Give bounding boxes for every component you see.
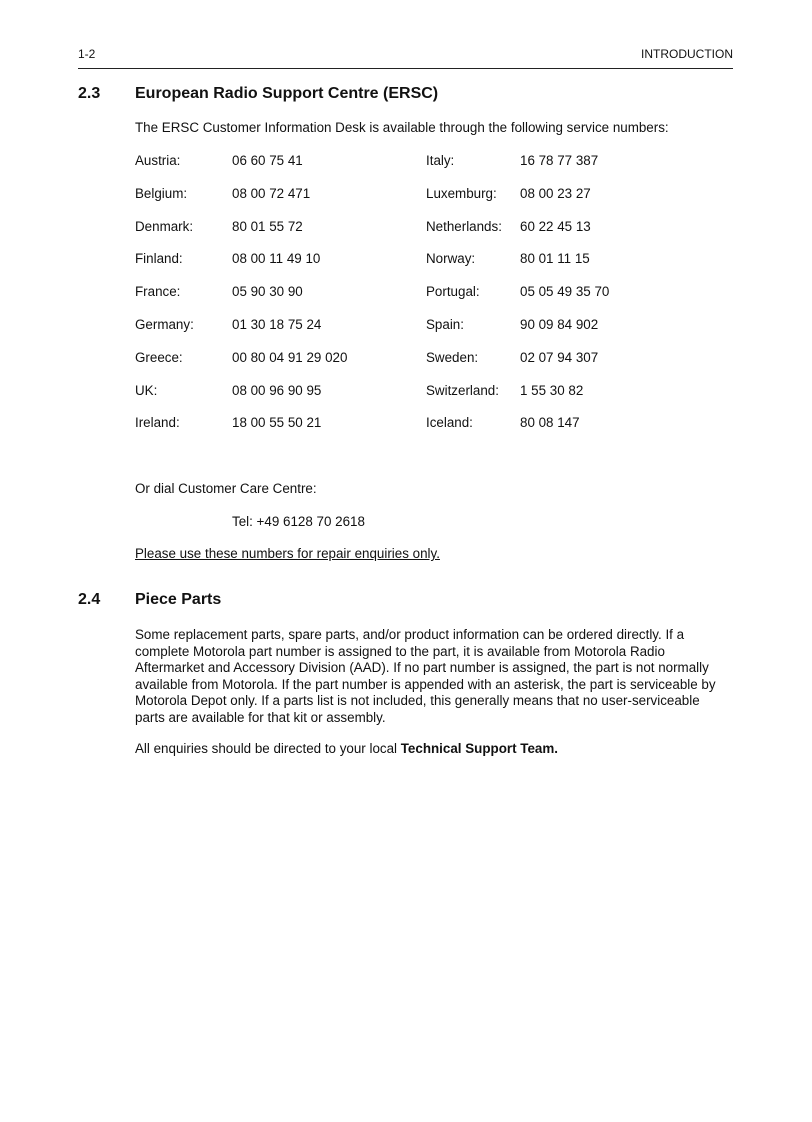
support-team-text: Technical Support Team. xyxy=(400,741,558,756)
piece-parts-paragraph xyxy=(135,627,731,726)
country-name: France: xyxy=(135,284,181,299)
paragraph-line: Motorola Depot only. If a parts list is not included, this generally means that no user-serviceable xyxy=(135,693,700,708)
paragraph-line: Some replacement parts, spare parts, and/or product information can be ordered directly. If a xyxy=(135,627,685,642)
chapter-title: INTRODUCTION xyxy=(641,47,733,61)
customer-care-label: Or dial Customer Care Centre: xyxy=(135,481,317,496)
phone-number: 08 00 23 27 xyxy=(520,186,591,201)
country-name: Spain: xyxy=(426,317,464,332)
phone-number: 05 90 30 90 xyxy=(232,284,303,299)
repair-note: Please use these numbers for repair enquiries only. xyxy=(135,546,440,561)
country-name: Denmark: xyxy=(135,219,194,234)
paragraph-line: available from Motorola. If the part number is appended with an asterisk, the part is serviceable by xyxy=(135,676,716,692)
phone-number: 08 00 96 90 95 xyxy=(232,383,322,398)
country-name: Ireland: xyxy=(135,415,180,430)
phone-number: 08 00 72 471 xyxy=(232,186,311,201)
country-name: UK: xyxy=(135,383,158,398)
phone-number: 08 00 11 49 10 xyxy=(232,251,321,266)
phone-number: 80 01 11 15 xyxy=(520,251,590,266)
customer-care-tel: Tel: +49 6128 70 2618 xyxy=(232,514,365,529)
country-name: Netherlands: xyxy=(426,219,502,234)
country-name: Austria: xyxy=(135,153,181,168)
section-number: 2.3 xyxy=(78,85,101,102)
country-name: Iceland: xyxy=(426,415,473,430)
country-name: Norway: xyxy=(426,251,476,266)
enquiries-line xyxy=(135,741,558,758)
phone-number: 02 07 94 307 xyxy=(520,350,599,365)
phone-number: 18 00 55 50 21 xyxy=(232,415,322,430)
enquiries-text: All enquiries should be directed to your local xyxy=(135,741,401,756)
phone-number: 80 08 147 xyxy=(520,415,580,430)
country-name: Italy: xyxy=(426,153,455,168)
country-name: Greece: xyxy=(135,350,183,365)
country-name: Sweden: xyxy=(426,350,479,365)
country-name: Germany: xyxy=(135,317,194,332)
phone-number: 80 01 55 72 xyxy=(232,219,303,234)
paragraph-line: parts are available for that kit or assembly. xyxy=(135,709,386,725)
phone-number: 01 30 18 75 24 xyxy=(232,317,322,332)
country-name: Luxemburg: xyxy=(426,186,497,201)
country-name: Finland: xyxy=(135,251,183,266)
phone-number: 90 09 84 902 xyxy=(520,317,599,332)
section-title: Piece Parts xyxy=(135,591,222,608)
paragraph-line: complete Motorola part number is assigned to the part, it is available from Motorola Radio xyxy=(135,643,665,659)
phone-number: 05 05 49 35 70 xyxy=(520,284,610,299)
section-title: European Radio Support Centre (ERSC) xyxy=(135,85,439,102)
section-number: 2.4 xyxy=(78,591,101,608)
phone-number: 60 22 45 13 xyxy=(520,219,591,234)
phone-number: 00 80 04 91 29 020 xyxy=(232,350,348,365)
paragraph-line: Aftermarket and Accessory Division (AAD). If no part number is assigned, the part is not normally xyxy=(135,660,709,675)
page-number: 1-2 xyxy=(78,47,96,61)
country-name: Switzerland: xyxy=(426,383,499,398)
header-rule xyxy=(78,68,733,69)
page-header xyxy=(78,47,733,61)
phone-number: 06 60 75 41 xyxy=(232,153,303,168)
country-name: Belgium: xyxy=(135,186,188,201)
phone-number: 1 55 30 82 xyxy=(520,383,584,398)
ersc-intro: The ERSC Customer Information Desk is available through the following service numbers: xyxy=(135,120,669,135)
country-name: Portugal: xyxy=(426,284,480,299)
phone-number: 16 78 77 387 xyxy=(520,153,599,168)
